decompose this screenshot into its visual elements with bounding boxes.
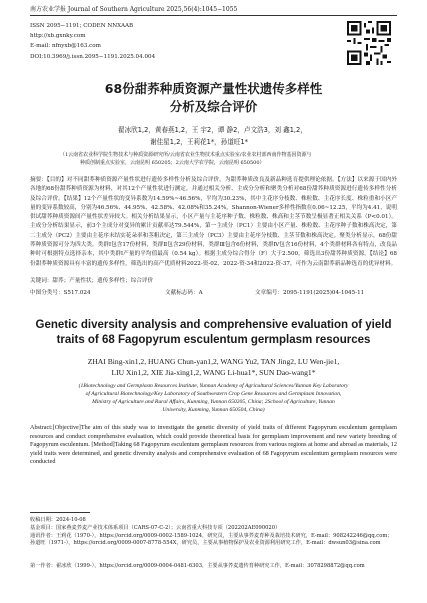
first-author-note: 第一作者：翟冰欣（1999-），https://orcid.org/0009-0004-0481-6303，主要从事荞麦遗传育种研究工作，E-mail：3078298872@qq.com [30, 563, 365, 569]
funding-note: 基金项目：国家燕麦荞麦产业技术体系项目（CARS-07-C-2）；云南省重大科技专项（202202AE090020） [30, 525, 281, 531]
authors-cn-line-1: 翟冰欣1,2，黄春燕1,2，王 宇2，谭 静2，卢文浩3，刘 鑫1,2， [118, 126, 307, 134]
document-code: 文献标志码：A [165, 290, 203, 296]
received-date: 收稿日期：2024-10-08 [30, 517, 86, 523]
header-rule [30, 15, 397, 16]
issn-line: ISSN 2095−1191; CODEN NNXAAB [30, 23, 134, 29]
abstract-cn: 摘要：【目的】对不同甜荞种质资源产量性状进行遗传多样性分析及综合评价，为甜荞种质改良及新品种选育提供理论依据。【方法】以来源于国内外各地的68份甜荞种质资源为材料，对其12个产量性状进行测定，并通过相关分析、主成分分析和聚类分析对68份甜荞种质资源进行遗传多样性分析及综合评价。【结果】12个产量性状的变异系数为14.59%~46.56%，平均为30.23%，其中主花序分枝数、株粒数、主花序长度、株粒重和小区产量的变异系数较高，分别为46.56%、44.95%、42.58%、42.08%和35.24%，Shannon-Wiener多样性指数在0.06~12.25，平均为4.41，说明供试甜荞种质资源间产量性状差异较大。相关分析结果显示，小区产量与主花序种子数、株粒数、株高和主茎节数呈极显著正相关关系（P<0.01）。主成分分析结果显示，前3个主成分对变异的累计贡献率达79.544%，第一主成分（PC1）主要由小区产量、株粒数、主花序种子数和株高决定，第二主成分（PC2）主要由主花序末结实花朵率和茎粗决定，第三主成分（PC3）主要由主花序分枝数、主茎节数和株高决定。聚类分析显示，68份甜荞种质资源可分为四大类，类群Ⅰ包含17份材料，类群Ⅱ包含29份材料，类群Ⅲ包含6份材料，类群Ⅳ包含16份材料，4个类群材料各有特点，改良品种时可根据特点选择亲本，其中类群Ⅰ产量的平均值最高（0.54 kg）。根据主成分综合得分（F）大于2.500，筛选出3份甜荞种质资源。【结论】68份甜荞种质资源具有丰富的遗传多样性，筛选出的高产优质材料2022-资-02、2022-资-34和2022-资-37，可作为云南甜荞新品种选育的优异材料。 [30, 177, 397, 267]
affiliation-en-line-1: (1Biotechnology and Germplasm Resources Institute, Yunnan Academy of Agricultural Sciences/Yunnan Key Laboratory [78, 383, 349, 389]
doi-line: DOI:10.3969/j.issn.2095−1191.2025.04.004 [30, 54, 156, 60]
clc-number: 中图分类号：S517.024 [30, 290, 91, 296]
footnote-rule [30, 512, 90, 513]
title-cn-line-2: 分析及综合评价 [169, 99, 258, 114]
keywords-cn: 关键词：甜荞；产量性状；遗传多样性；综合评价 [30, 278, 154, 284]
affiliation-en-line-4: University, Kunming, Yunnan 650504, China) [162, 407, 265, 413]
title-en-line-1: Genetic diversity analysis and comprehensive evaluation of yield [35, 319, 392, 331]
affiliation-cn-line-1: （1云南省农业科学院生物技术与种质资源研究所/云南省农业生物技术重点实验室/农业农村部西南作物基因资源与 [60, 152, 312, 158]
authors-en-line-2: LIU Xin1,2, XIE Jia-xing1,2, WANG Li-hua1*, SUN Dao-wang1* [111, 368, 316, 377]
authors-cn-line-2: 谢佳星1,2，王莉花1*，孙道旺1* [150, 138, 249, 146]
email-line: E-mail: nfnyxb@163.com [30, 43, 101, 49]
url-line: http://xb.gxnky.com [30, 33, 86, 39]
title-cn-line-1: 68份甜荞种质资源产量性状遗传多样性 [104, 81, 323, 96]
article-number: 文章编号：2095-1191(2025)04-1045-11 [255, 290, 365, 296]
title-en-line-2: traits of 68 Fagopyrum esculentum germplasm resources [56, 334, 371, 346]
affiliation-en-line-2: of Agricultural Biotechnology/Key Laboratory of Southwestern Crop Gene Resources and Germplasm Innovation, [85, 391, 342, 397]
abstract-en: Abstract:[Objective]The aim of this study was to investigate the genetic diversity of yield traits of different Fagopyrum esculentum germplasm resources and conduct comprehensive evaluation, which could provide theoretical basis for germplasm improvement and new variety breeding of Fagopyrum esculentum. [Method]Taking 68 Fagopyrum esculentum germplasm resources from various regions at home and abroad as materials, 12 yield traits were determined, and genetic diversity analysis and comprehensive evaluation of 68 Fagopyrum esculentum germplasm resources were conducted [30, 424, 397, 466]
authors-en-line-1: ZHAI Bing-xin1,2, HUANG Chun-yan1,2, WANG Yu2, TAN Jing2, LU Wen-jie1, [87, 357, 340, 366]
affiliation-en-line-3: Ministry of Agriculture and Rural Affairs, Kunming, Yunnan 650205, China; 2School of Agriculture, Yunnan [92, 399, 335, 405]
qr-code [347, 21, 391, 65]
corresponding-author-note: 通讯作者：王莉花（1970-），https://orcid.org/0009-0002-1589-1024，研究员，主要从事荞麦育种及栽培技术研究，E-mail：908242246@qq.com；孙道旺（1971-），https://orcid.org/0009-0007-8778-554X，研究员，主要从事植物保护及农业资源利用研究工作，E-mail：dwsun03@sina.com [30, 533, 393, 546]
affiliation-cn-line-2: 种质创制重点实验室，云南昆明 650205；2云南大学农学院，云南昆明 650500） [80, 160, 265, 166]
journal-header: 南方农业学报 Journal of Southern Agriculture 2025,56(4):1045−1055 [30, 6, 238, 13]
